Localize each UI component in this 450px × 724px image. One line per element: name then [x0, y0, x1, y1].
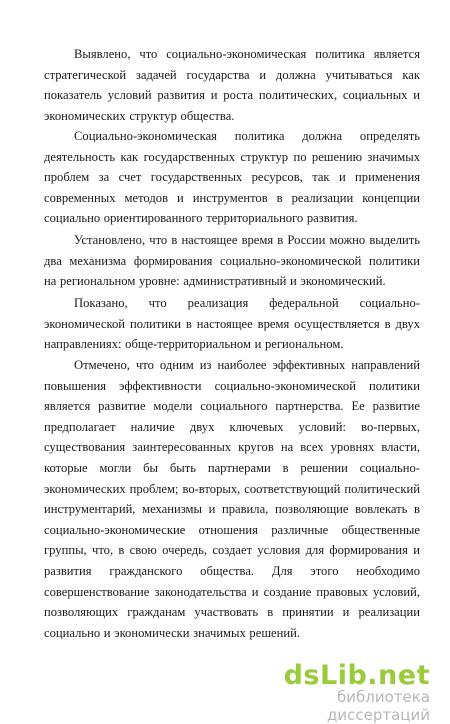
paragraph-2: Социально-экономическая политика должна определять деятельность как государственных структур по решению значимых проблем за счет государственных ресурсов, так и применения современных методов и инструментов в реализации концепции социально ориентированного территориального развития.	[44, 129, 420, 226]
paragraph-1: Выявлено, что социально-экономическая политика является стратегической задачей государства и должна учитываться как показатель условий развития и роста политических, социальных и экономических структур общества.	[44, 47, 420, 123]
paragraph-3: Установлено, что в настоящее время в России можно выделить два механизма формирования социально-экономической политики на региональном уровне: административный и экономический.	[44, 233, 420, 289]
paragraph-5: Отмечено, что одним из наиболее эффективных направлений повышения эффективности социально-экономической политики является развитие модели социального партнерства. Ее развитие предполагает наличие двух ключевых условий: во-первых, существования заинтересованных кругов на всех уровнях власти, которые могли бы быть партнерами в решении социально-экономических проблем; во-вторых, соответствующий политический инструментарий, механизмы и правила, позволяющие вовлекать в социально-экономические отношения различные общественные группы, что, в свою очередь, создает условия для формирования и развития гражданского общества. Для этого необходимо совершенствование законодательства и создание правовых условий, позволяющих гражданам участвовать в принятии и реализации социально и экономически значимых решений.	[44, 358, 420, 640]
watermark-brand: dsLib.net	[283, 660, 430, 691]
paragraph-4: Показано, что реализация федеральной социально-экономической политики в настоящее время осуществляется в двух направлениях: обще-территориальном и региональном.	[44, 296, 420, 352]
watermark	[230, 661, 430, 724]
watermark-subtitle: библиотека диссертаций	[326, 688, 430, 724]
